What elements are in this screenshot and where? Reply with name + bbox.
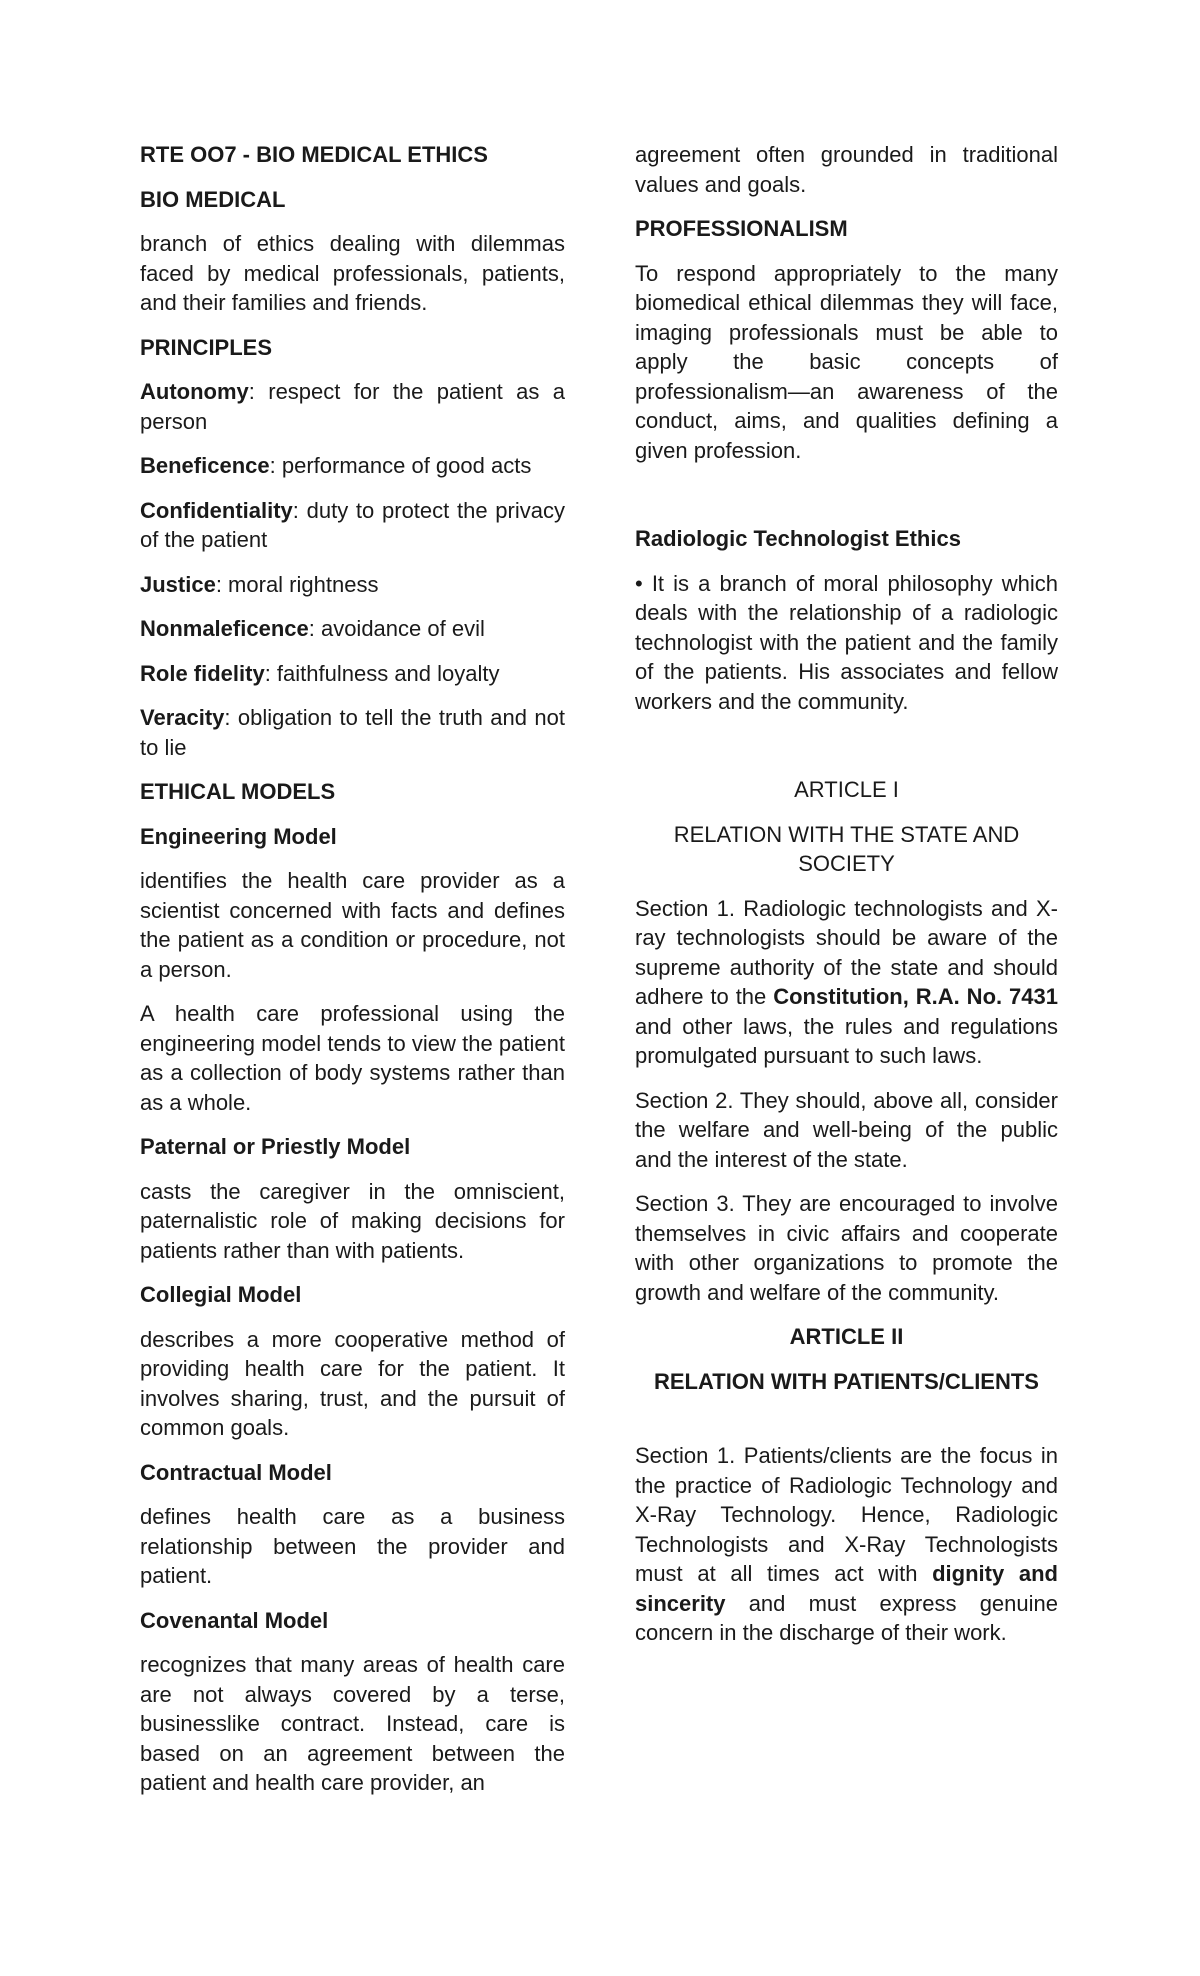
article-1-section-1 [635, 894, 1058, 1071]
heading-ethical-models: ETHICAL MODELS [140, 779, 336, 804]
document-title: RTE OO7 - BIO MEDICAL ETHICS [140, 142, 488, 167]
article-1-title: RELATION WITH THE STATE AND SOCIETY [673, 821, 1020, 876]
contractual-model-paragraph: defines health care as a business relationship between the provider and patient. [140, 1504, 565, 1588]
heading-professionalism: PROFESSIONALISM [635, 216, 848, 241]
article-1-section-3: Section 3. They are encouraged to involve themselves in civic affairs and cooperate with other organizations to promote the growth and welfare of the community. [635, 1191, 1058, 1305]
principle-confidentiality [140, 496, 565, 555]
principle-definition: : obligation to tell the truth and not to lie [140, 705, 565, 760]
professionalism-paragraph: To respond appropriately to the many biomedical ethical dilemmas they will face, imaging professionals must be able to apply the basic concepts of professionalism—an awareness of the conduct, aims, and qualities defining a given profession. [635, 260, 1058, 463]
engineering-model-paragraph: A health care professional using the engineering model tends to view the patient as a collection of body systems rather than as a whole. [140, 1001, 565, 1115]
article-2-title: RELATION WITH PATIENTS/CLIENTS [654, 1368, 1039, 1394]
rt-ethics-title: Radiologic Technologist Ethics [635, 526, 961, 551]
covenantal-model-paragraph: recognizes that many areas of health care are not always covered by a terse, businesslike contract. Instead, care is based on an agreement between the patient and health care provider, an [140, 1652, 565, 1795]
principle-beneficence [140, 451, 565, 481]
principle-term: Role fidelity [140, 660, 265, 686]
principle-term: Nonmaleficence [140, 616, 309, 641]
contractual-model-title: Contractual Model [140, 1459, 332, 1485]
paternal-model-paragraph: casts the caregiver in the omniscient, paternalistic role of making decisions for patients rather than with patients. [140, 1178, 565, 1263]
article-2-label: ARTICLE II [789, 1324, 904, 1349]
principle-definition: : avoidance of evil [308, 616, 485, 641]
collegial-model-title: Collegial Model [140, 1282, 302, 1307]
principle-term: Autonomy [140, 379, 249, 404]
principle-term: Veracity [140, 705, 225, 730]
right-column [635, 140, 1058, 1663]
section-emphasis: dignity and sincerity [635, 1561, 1058, 1616]
principle-term: Beneficence [140, 453, 270, 478]
principle-definition: : duty to protect the privacy of the patient [140, 497, 565, 552]
left-column [140, 140, 565, 1813]
paternal-model-title: Paternal or Priestly Model [140, 1134, 411, 1159]
section-emphasis: Constitution, R.A. No. 7431 [773, 984, 1058, 1009]
principle-nonmaleficence [140, 614, 565, 644]
engineering-model-paragraph: identifies the health care provider as a scientist concerned with facts and defines the patient as a condition or procedure, not a person. [140, 868, 565, 982]
principle-definition: : respect for the patient as a person [140, 379, 565, 434]
heading-bio-medical: BIO MEDICAL [140, 186, 286, 212]
bio-medical-definition: branch of ethics dealing with dilemmas faced by medical professionals, patients, and their families and friends. [140, 231, 565, 315]
principle-justice [140, 570, 565, 600]
principle-definition: : faithfulness and loyalty [264, 660, 500, 686]
principle-autonomy [140, 377, 565, 436]
section-text: and other laws, the rules and regulations promulgated pursuant to such laws. [635, 1013, 1058, 1068]
rt-ethics-paragraph: • It is a branch of moral philosophy which deals with the relationship of a radiologic technologist with the patient and the family of the patients. His associates and fellow workers and the community. [635, 570, 1058, 714]
section-text: and must express genuine concern in the discharge of their work. [635, 1590, 1058, 1645]
principle-definition: : performance of good acts [269, 453, 532, 478]
principle-term: Confidentiality [140, 497, 293, 523]
collegial-model-paragraph: describes a more cooperative method of providing health care for the patient. It involves sharing, trust, and the pursuit of common goals. [140, 1326, 565, 1440]
principle-term: Justice [140, 571, 216, 597]
article-2-section-1 [635, 1441, 1058, 1648]
principle-definition: : moral rightness [215, 571, 379, 597]
principle-veracity [140, 703, 565, 762]
engineering-model-title: Engineering Model [140, 823, 337, 849]
article-1-section-2: Section 2. They should, above all, consider the welfare and well-being of the public and the interest of the state. [635, 1087, 1058, 1172]
heading-principles: PRINCIPLES [140, 334, 273, 360]
covenantal-model-continued: agreement often grounded in traditional values and goals. [635, 142, 1058, 197]
principle-role-fidelity [140, 659, 565, 689]
section-text: Section 1. Patients/clients are the focus in the practice of Radiologic Technology and X-Ray Technology. Hence, Radiologic Technologists and X-Ray Technologists must at all times act with [635, 1443, 1058, 1586]
section-text: Section 1. Radiologic technologists and X-ray technologists should be aware of the supreme authority of the state and should adhere to the [635, 895, 1058, 1009]
article-1-label: ARTICLE I [794, 777, 899, 802]
covenantal-model-title: Covenantal Model [140, 1607, 329, 1633]
